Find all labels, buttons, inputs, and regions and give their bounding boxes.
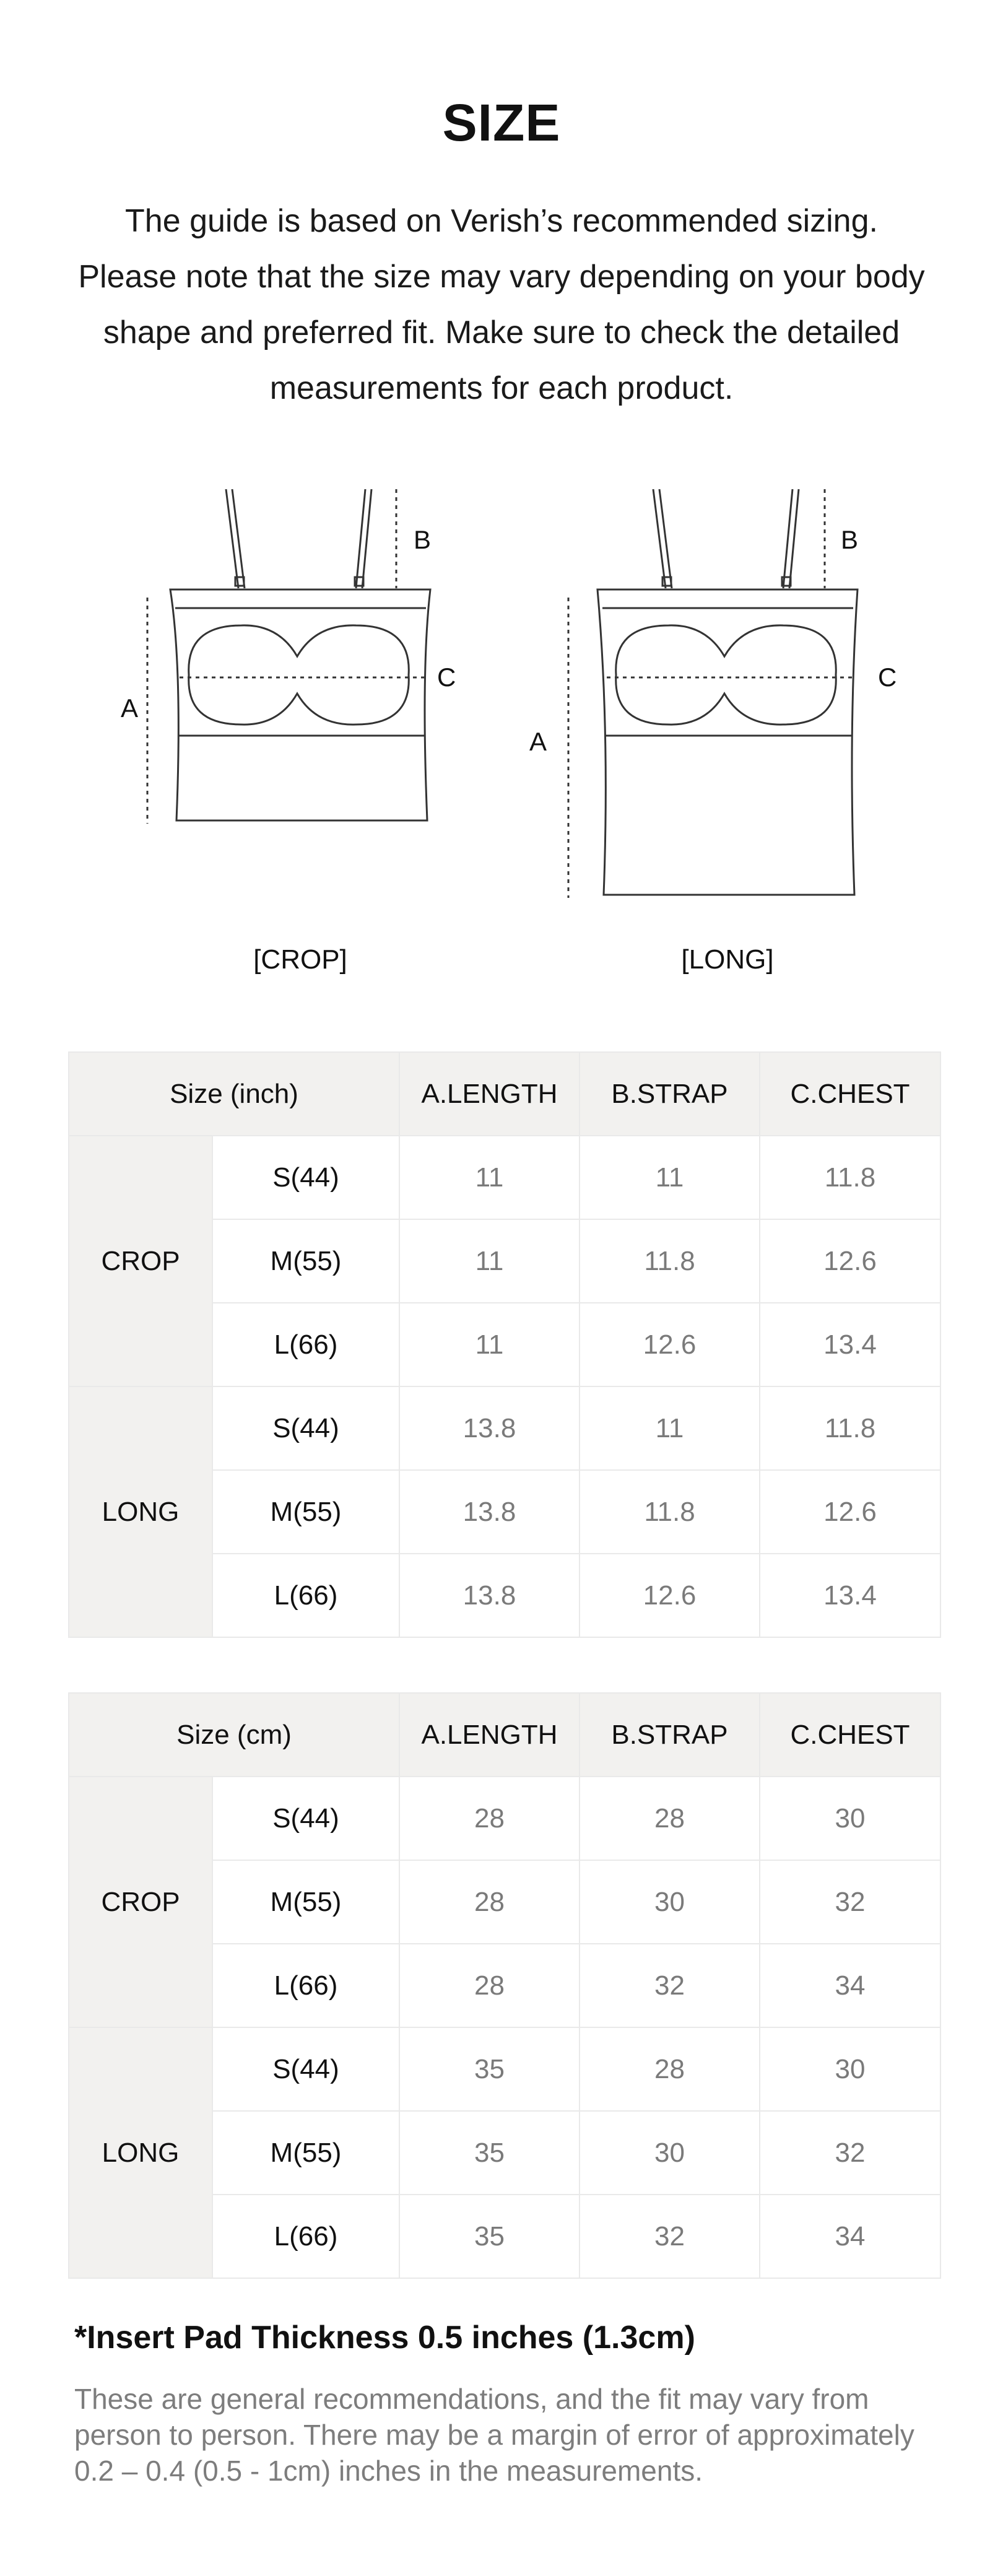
strap-cell: 11.8 (580, 1470, 760, 1554)
length-cell: 35 (399, 2027, 580, 2111)
length-cell: 35 (399, 2111, 580, 2195)
measurement-illustration (0, 471, 1003, 916)
strap-cell: 11.8 (580, 1219, 760, 1303)
long-body (597, 590, 858, 895)
header-strap: B.STRAP (580, 1693, 760, 1777)
chest-cell: 13.4 (760, 1554, 940, 1637)
header-length: A.LENGTH (399, 1693, 580, 1777)
size-table-inch (68, 1051, 941, 1638)
strap-cell: 12.6 (580, 1554, 760, 1637)
long-left-strap (653, 489, 666, 588)
size-cell: L(66) (212, 2195, 399, 2278)
long-label-b: B (841, 525, 859, 554)
table-row (69, 1777, 940, 1860)
header-strap: B.STRAP (580, 1052, 760, 1136)
size-cell: M(55) (212, 2111, 399, 2195)
table-row (69, 1386, 940, 1470)
size-cell: L(66) (212, 1554, 399, 1637)
crop-cups (189, 625, 409, 724)
table-header-row (69, 1052, 940, 1136)
strap-cell: 11 (580, 1136, 760, 1219)
chest-cell: 30 (760, 1777, 940, 1860)
length-cell: 11 (399, 1136, 580, 1219)
long-left-strap-inner (659, 489, 672, 588)
long-label-c: C (878, 663, 897, 692)
group-label: CROP (69, 1777, 212, 2027)
chest-cell: 34 (760, 1944, 940, 2027)
table-row (69, 2027, 940, 2111)
strap-cell: 30 (580, 1860, 760, 1944)
length-cell: 13.8 (399, 1554, 580, 1637)
strap-cell: 28 (580, 1777, 760, 1860)
size-cell: M(55) (212, 1470, 399, 1554)
chest-cell: 32 (760, 2111, 940, 2195)
group-label: LONG (69, 1386, 212, 1637)
chest-cell: 12.6 (760, 1470, 940, 1554)
fit-disclaimer: These are general recommendations, and the fit may vary from person to person. There may be a margin of error of approximately 0.2 – 0.4 (0.5 - 1cm) inches in the measurements. (74, 2383, 914, 2487)
size-cell: L(66) (212, 1944, 399, 2027)
crop-label-c: C (437, 663, 456, 692)
strap-cell: 32 (580, 1944, 760, 2027)
strap-cell: 11 (580, 1386, 760, 1470)
crop-body (170, 590, 430, 820)
header-size: Size (cm) (69, 1693, 399, 1777)
long-measure-lines (568, 489, 854, 898)
table-row (69, 1136, 940, 1219)
length-cell: 35 (399, 2195, 580, 2278)
header-length: A.LENGTH (399, 1052, 580, 1136)
crop-label-b: B (414, 525, 432, 554)
page-title: SIZE (442, 94, 561, 152)
header-size: Size (inch) (69, 1052, 399, 1136)
strap-cell: 28 (580, 2027, 760, 2111)
size-cell: M(55) (212, 1860, 399, 1944)
header-chest: C.CHEST (760, 1052, 940, 1136)
length-cell: 28 (399, 1777, 580, 1860)
size-table-cm (68, 1692, 941, 2279)
intro-text: The guide is based on Verish’s recommended sizing. Please note that the size may vary depending on your body shape and preferred fit. Make sure to check the detailed measurements for each product. (78, 203, 925, 406)
length-cell: 28 (399, 1944, 580, 2027)
length-cell: 11 (399, 1219, 580, 1303)
garment-diagram (0, 471, 1003, 916)
length-cell: 13.8 (399, 1470, 580, 1554)
length-cell: 13.8 (399, 1386, 580, 1470)
long-cups (616, 625, 836, 724)
size-cell: S(44) (212, 1777, 399, 1860)
size-cell: S(44) (212, 1386, 399, 1470)
chest-cell: 11.8 (760, 1386, 940, 1470)
long-label-a: A (529, 727, 547, 756)
size-cell: S(44) (212, 1136, 399, 1219)
crop-top-illustration (170, 489, 430, 820)
strap-cell: 30 (580, 2111, 760, 2195)
pad-thickness-note: *Insert Pad Thickness 0.5 inches (1.3cm) (74, 2320, 695, 2356)
group-label: CROP (69, 1136, 212, 1386)
length-cell: 28 (399, 1860, 580, 1944)
crop-label-a: A (121, 694, 139, 723)
crop-left-strap-inner (232, 489, 245, 588)
crop-left-strap (226, 489, 238, 588)
group-label: LONG (69, 2027, 212, 2278)
long-caption: [LONG] (681, 944, 774, 975)
chest-cell: 12.6 (760, 1219, 940, 1303)
strap-cell: 12.6 (580, 1303, 760, 1386)
table-header-row (69, 1693, 940, 1777)
chest-cell: 11.8 (760, 1136, 940, 1219)
long-top-illustration (597, 489, 858, 895)
size-cell: M(55) (212, 1219, 399, 1303)
chest-cell: 32 (760, 1860, 940, 1944)
chest-cell: 30 (760, 2027, 940, 2111)
crop-caption: [CROP] (253, 944, 347, 975)
strap-cell: 32 (580, 2195, 760, 2278)
header-chest: C.CHEST (760, 1693, 940, 1777)
size-cell: S(44) (212, 2027, 399, 2111)
chest-cell: 34 (760, 2195, 940, 2278)
size-cell: L(66) (212, 1303, 399, 1386)
length-cell: 11 (399, 1303, 580, 1386)
chest-cell: 13.4 (760, 1303, 940, 1386)
